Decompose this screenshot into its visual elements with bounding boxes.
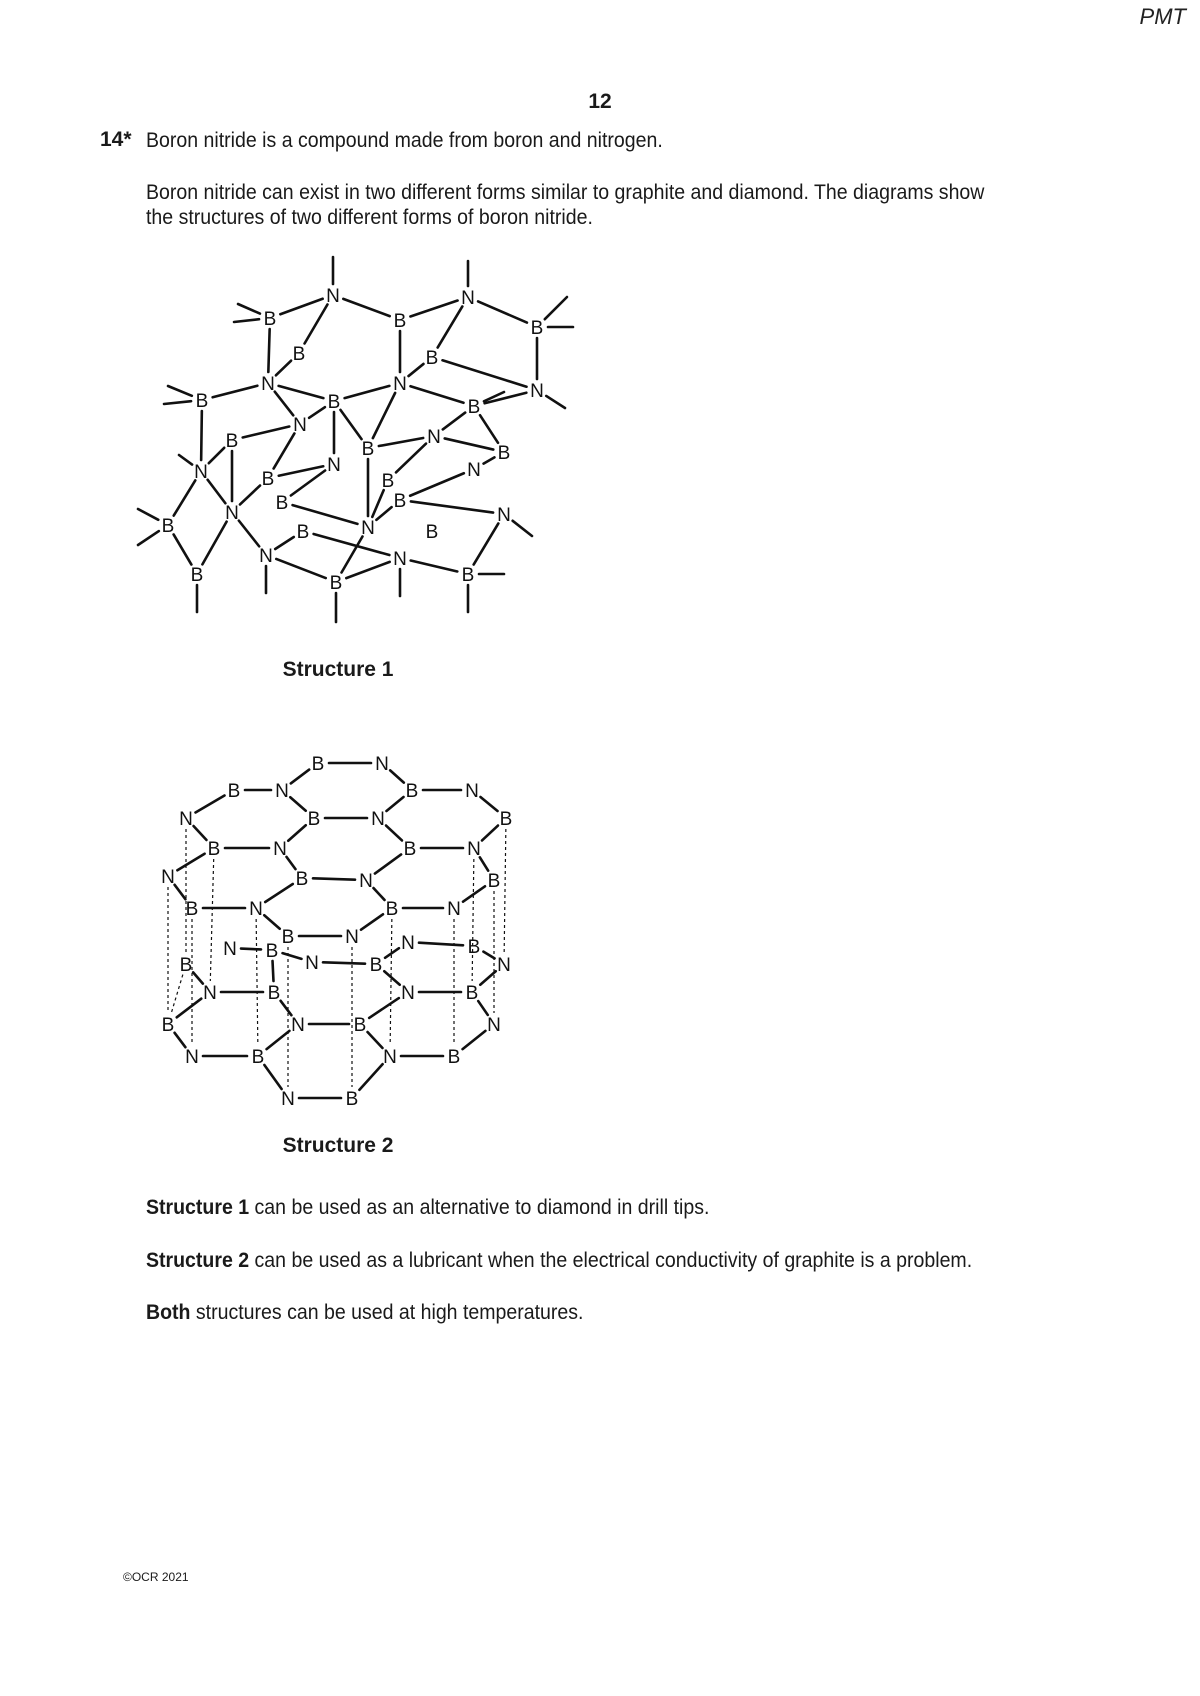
structure-2-nitrogen-atom: N — [375, 754, 389, 775]
structure-2-boron-atom: B — [447, 1047, 461, 1068]
structure-1-nitrogen-atom: N — [261, 374, 275, 395]
structure-1-caption: Structure 1 — [282, 658, 394, 681]
structure-1-nitrogen-atom: N — [467, 460, 481, 481]
structure-2-nitrogen-atom: N — [179, 809, 193, 830]
structure-2-boron-atom: B — [251, 1047, 265, 1068]
structure-1-boron-atom: B — [497, 443, 511, 464]
structure-2-boron-atom: B — [499, 809, 513, 830]
structure-1-boron-atom: B — [329, 573, 343, 594]
structure-2-use-bold: Structure 2 — [146, 1249, 250, 1272]
structure-2-bond — [193, 972, 203, 983]
structure-2-nitrogen-atom: N — [275, 781, 289, 802]
structure-1-boron-atom: B — [275, 493, 289, 514]
structure-2-use-text: can be used as a lubricant when the electrical conductivity of graphite is a problem. — [249, 1249, 973, 1272]
structure-1-boron-atom: B — [261, 469, 275, 490]
structure-1-boron-atom: B — [425, 522, 439, 543]
structure-2-boron-atom: B — [385, 899, 399, 920]
structure-2-boron-atom: B — [353, 1015, 367, 1036]
structure-1-nitrogen-atom: N — [293, 415, 307, 436]
structure-2-nitrogen-atom: N — [161, 867, 175, 888]
structure-1-boron-atom: B — [461, 565, 475, 586]
copyright-footer: ©OCR 2021 — [123, 1570, 189, 1584]
structure-1-boron-atom: B — [381, 471, 395, 492]
structure-2-nitrogen-atom: N — [203, 983, 217, 1004]
structure-2-bond — [375, 854, 401, 873]
structure-1-use-bold: Structure 1 — [146, 1196, 250, 1219]
structure-2-nitrogen-atom: N — [497, 955, 511, 976]
structure-2-bond — [386, 826, 402, 841]
structure-2-bond — [175, 885, 186, 899]
structure-2-bond — [265, 884, 293, 902]
structure-2-bond — [480, 857, 488, 870]
structure-2-interlayer-line — [171, 975, 183, 1014]
structure-2-interlayer-line — [504, 829, 506, 953]
structure-2-nitrogen-atom: N — [305, 953, 319, 974]
structure-2-bond — [373, 888, 384, 900]
structure-2-bond — [463, 886, 485, 901]
structure-2-boron-atom: B — [185, 899, 199, 920]
structure-1-boron-atom: B — [393, 491, 407, 512]
structure-2-nitrogen-atom: N — [467, 839, 481, 860]
structure-2-boron-atom: B — [227, 781, 241, 802]
structure-2-bond — [177, 854, 204, 871]
structure-1-nitrogen-atom: N — [327, 455, 341, 476]
structure-1-nitrogen-atom: N — [225, 503, 239, 524]
structure-1-nitrogen-atom: N — [393, 549, 407, 570]
structure-2-bond — [463, 1031, 486, 1049]
structure-2-interlayer-line — [256, 919, 258, 1045]
structure-2-boron-atom: B — [369, 955, 383, 976]
structure-2-nitrogen-atom: N — [487, 1015, 501, 1036]
structure-2-nitrogen-atom: N — [447, 899, 461, 920]
structure-2-bond — [313, 878, 355, 879]
structure-2-bond — [480, 797, 497, 811]
structure-2-boron-atom: B — [487, 871, 501, 892]
structure-2-bond — [361, 914, 383, 929]
corner-label: PMT — [1139, 4, 1186, 29]
structure-2-bond — [384, 971, 399, 985]
question-intro: Boron nitride is a compound made from boron and nitrogen. — [146, 129, 663, 152]
structure-2-bond — [359, 1064, 382, 1090]
structure-1-nitrogen-atom: N — [461, 288, 475, 309]
structure-1-boron-atom: B — [327, 392, 341, 413]
structure-1-boron-atom: B — [425, 348, 439, 369]
structure-2-bond — [368, 1032, 383, 1048]
structure-2-interlayer-line — [472, 859, 474, 981]
structure-2-nitrogen-atom: N — [345, 927, 359, 948]
both-structures-use — [146, 1300, 1057, 1325]
structure-1-boron-atom: B — [225, 431, 239, 452]
page-number: 12 — [588, 90, 612, 113]
structure-1-boron-atom: B — [361, 439, 375, 460]
structure-2-boron-atom: B — [405, 781, 419, 802]
structure-2-nitrogen-atom: N — [291, 1015, 305, 1036]
structure-2-bond — [386, 797, 403, 811]
structure-2-nitrogen-atom: N — [249, 899, 263, 920]
structure-2-nitrogen-atom: N — [273, 839, 287, 860]
structure-1-boron-atom: B — [467, 397, 481, 418]
structure-2-bond — [196, 796, 225, 813]
structure-2-bond — [478, 1001, 488, 1015]
structure-1-nitrogen-atom: N — [194, 462, 208, 483]
structure-1-nitrogen-atom: N — [259, 546, 273, 567]
structure-2-bond — [283, 953, 302, 959]
structure-2-boron-atom: B — [161, 1015, 175, 1036]
structure-2-bond — [290, 797, 305, 811]
structure-1-boron-atom: B — [161, 516, 175, 537]
structure-2-nitrogen-atom: N — [465, 781, 479, 802]
structure-2-nitrogen-atom: N — [383, 1047, 397, 1068]
structure-2-bond — [281, 1001, 292, 1015]
structure-2-bond — [482, 826, 498, 841]
structure-2-bond — [419, 943, 463, 946]
structure-2-nitrogen-atom: N — [371, 809, 385, 830]
structure-2-bond — [241, 949, 261, 950]
structure-1-use — [146, 1195, 1057, 1220]
structure-2-nitrogen-atom: N — [359, 871, 373, 892]
structure-2-interlayer-line — [390, 919, 392, 1045]
structure-2-bond — [264, 1065, 281, 1089]
structure-2-boron-atom: B — [281, 927, 295, 948]
structure-2-nitrogen-atom: N — [401, 983, 415, 1004]
structure-2-boron-atom: B — [403, 839, 417, 860]
structure-1-boron-atom: B — [190, 565, 204, 586]
question-description-line-2: the structures of two different forms of boron nitride. — [146, 206, 593, 229]
structure-2-nitrogen-atom: N — [185, 1047, 199, 1068]
structure-2-nitrogen-atom: N — [401, 933, 415, 954]
structure-1-boron-atom: B — [195, 391, 209, 412]
structure-1-nitrogen-atom: N — [497, 505, 511, 526]
structure-2-bond — [194, 826, 207, 840]
structure-1-use-text: can be used as an alternative to diamond in drill tips. — [249, 1196, 710, 1219]
structure-1-nitrogen-atom: N — [393, 374, 407, 395]
structure-2-bond — [288, 825, 306, 840]
structure-2-bond — [177, 999, 202, 1018]
structure-2-boron-atom: B — [295, 869, 309, 890]
structure-2-use — [146, 1248, 1057, 1273]
both-structures-use-text: structures can be used at high temperatures. — [190, 1301, 584, 1324]
structure-2-bond — [273, 961, 274, 981]
structure-1-boron-atom: B — [296, 522, 310, 543]
structure-1-boron-atom: B — [292, 344, 306, 365]
structure-2-boron-atom: B — [179, 955, 193, 976]
structure-2-boron-atom: B — [267, 983, 281, 1004]
structure-2-nitrogen-atom: N — [281, 1089, 295, 1110]
structure-2-boron-atom: B — [311, 754, 325, 775]
structure-2-bond — [175, 1033, 186, 1047]
structure-2-nitrogen-atom: N — [223, 939, 237, 960]
structure-2-bond — [369, 998, 399, 1018]
structure-2-boron-atom: B — [345, 1089, 359, 1110]
structure-2-bond — [264, 915, 279, 929]
structure-2-boron-atom: B — [307, 809, 321, 830]
structure-2-bond — [390, 770, 404, 782]
structure-1-boron-atom: B — [393, 311, 407, 332]
structure-2-boron-atom: B — [207, 839, 221, 860]
question-description-line-1: Boron nitride can exist in two different forms similar to graphite and diamond. The diagrams show — [146, 181, 985, 204]
structure-2-interlayer-line — [210, 859, 213, 981]
structure-2-boron-atom: B — [467, 937, 481, 958]
structure-2-boron-atom: B — [465, 983, 479, 1004]
structure-1-nitrogen-atom: N — [326, 286, 340, 307]
structure-2-bond — [267, 1031, 290, 1049]
structure-2-bond — [483, 952, 494, 959]
structure-1-boron-atom: B — [263, 309, 277, 330]
question-number: 14* — [100, 128, 132, 151]
structure-1-nitrogen-atom: N — [427, 427, 441, 448]
structure-2-bond — [323, 962, 365, 963]
structure-1-nitrogen-atom: N — [361, 518, 375, 539]
structure-2-boron-atom: B — [265, 941, 279, 962]
structure-2-caption: Structure 2 — [282, 1134, 394, 1157]
structure-2-bond — [291, 770, 309, 784]
both-structures-use-bold: Both — [146, 1301, 191, 1324]
structure-2-bond — [287, 857, 296, 869]
structure-1-boron-atom: B — [530, 318, 544, 339]
structure-1-nitrogen-atom: N — [530, 381, 544, 402]
